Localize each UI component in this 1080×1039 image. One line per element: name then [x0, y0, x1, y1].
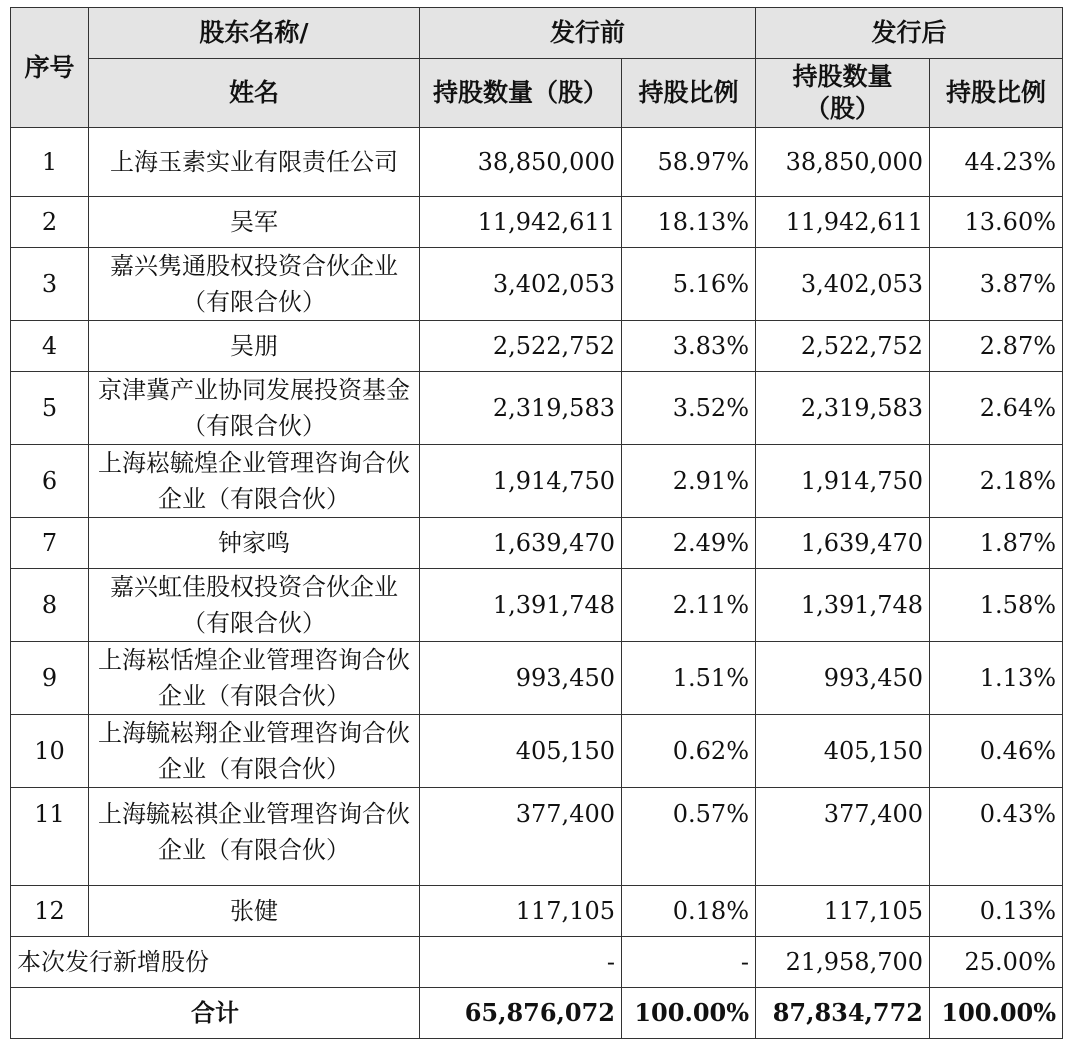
row-number: 4: [11, 321, 89, 372]
after-ratio: 2.18%: [930, 445, 1063, 518]
table-row: [11, 248, 1063, 321]
header-after-shares-qty: 持股数量（股）: [756, 59, 930, 128]
row-number: 12: [11, 886, 89, 937]
shareholder-name: 上海毓崧祺企业管理咨询合伙企业（有限合伙）: [89, 788, 420, 886]
row-number: 3: [11, 248, 89, 321]
after-shares: 38,850,000: [756, 128, 930, 197]
header-shareholder-name-2: 姓名: [89, 59, 420, 128]
shareholder-name: 钟家鸣: [89, 518, 420, 569]
after-ratio: 1.87%: [930, 518, 1063, 569]
total-after-pct: 100.00%: [930, 988, 1063, 1039]
before-shares: 377,400: [420, 788, 622, 886]
table-row: [11, 128, 1063, 197]
header-before-shares-qty: 持股数量（股）: [420, 59, 622, 128]
after-ratio: 2.87%: [930, 321, 1063, 372]
after-ratio: 13.60%: [930, 197, 1063, 248]
new-shares-after-qty: 21,958,700: [756, 937, 930, 988]
new-shares-before-qty: -: [420, 937, 622, 988]
after-shares: 1,391,748: [756, 569, 930, 642]
before-ratio: 3.83%: [622, 321, 756, 372]
header-before-ratio: 持股比例: [622, 59, 756, 128]
row-number: 7: [11, 518, 89, 569]
row-number: 6: [11, 445, 89, 518]
row-number: 1: [11, 128, 89, 197]
total-after-qty: 87,834,772: [756, 988, 930, 1039]
table-row: [11, 372, 1063, 445]
before-ratio: 2.91%: [622, 445, 756, 518]
before-shares: 2,522,752: [420, 321, 622, 372]
after-shares: 3,402,053: [756, 248, 930, 321]
row-number: 10: [11, 715, 89, 788]
after-ratio: 2.64%: [930, 372, 1063, 445]
table-row: [11, 715, 1063, 788]
before-ratio: 0.62%: [622, 715, 756, 788]
header-before-issue: 发行前: [420, 8, 756, 59]
before-ratio: 2.49%: [622, 518, 756, 569]
after-shares: 2,522,752: [756, 321, 930, 372]
before-ratio: 5.16%: [622, 248, 756, 321]
after-ratio: 1.58%: [930, 569, 1063, 642]
shareholder-name: 上海毓崧翔企业管理咨询合伙企业（有限合伙）: [89, 715, 420, 788]
before-shares: 38,850,000: [420, 128, 622, 197]
after-shares: 11,942,611: [756, 197, 930, 248]
table-row: [11, 569, 1063, 642]
table-row: [11, 886, 1063, 937]
header-seq: 序号: [11, 8, 89, 128]
new-shares-before-pct: -: [622, 937, 756, 988]
table-row: [11, 518, 1063, 569]
row-number: 8: [11, 569, 89, 642]
before-shares: 117,105: [420, 886, 622, 937]
row-number: 2: [11, 197, 89, 248]
row-number: 11: [11, 788, 89, 886]
shareholder-name: 京津冀产业协同发展投资基金（有限合伙）: [89, 372, 420, 445]
table-row: [11, 445, 1063, 518]
total-before-qty: 65,876,072: [420, 988, 622, 1039]
after-ratio: 1.13%: [930, 642, 1063, 715]
before-shares: 11,942,611: [420, 197, 622, 248]
total-label: 合计: [11, 988, 420, 1039]
header-after-issue: 发行后: [756, 8, 1063, 59]
new-shares-label: 本次发行新增股份: [11, 937, 420, 988]
after-ratio: 3.87%: [930, 248, 1063, 321]
before-shares: 405,150: [420, 715, 622, 788]
table-row: [11, 642, 1063, 715]
before-ratio: 3.52%: [622, 372, 756, 445]
shareholder-name: 吴朋: [89, 321, 420, 372]
total-before-pct: 100.00%: [622, 988, 756, 1039]
table-row: [11, 321, 1063, 372]
before-ratio: 0.57%: [622, 788, 756, 886]
shareholder-name: 上海崧毓煌企业管理咨询合伙企业（有限合伙）: [89, 445, 420, 518]
before-shares: 1,914,750: [420, 445, 622, 518]
before-ratio: 18.13%: [622, 197, 756, 248]
after-shares: 1,639,470: [756, 518, 930, 569]
shareholder-name: 张健: [89, 886, 420, 937]
before-ratio: 58.97%: [622, 128, 756, 197]
before-shares: 3,402,053: [420, 248, 622, 321]
header-after-ratio: 持股比例: [930, 59, 1063, 128]
shareholder-name: 上海玉素实业有限责任公司: [89, 128, 420, 197]
after-ratio: 0.13%: [930, 886, 1063, 937]
after-ratio: 0.43%: [930, 788, 1063, 886]
after-shares: 1,914,750: [756, 445, 930, 518]
shareholder-name: 吴军: [89, 197, 420, 248]
after-ratio: 44.23%: [930, 128, 1063, 197]
before-ratio: 0.18%: [622, 886, 756, 937]
after-shares: 993,450: [756, 642, 930, 715]
after-shares: 405,150: [756, 715, 930, 788]
row-number: 9: [11, 642, 89, 715]
total-row: [11, 988, 1063, 1039]
shareholder-name: 嘉兴隽通股权投资合伙企业（有限合伙）: [89, 248, 420, 321]
before-shares: 993,450: [420, 642, 622, 715]
row-number: 5: [11, 372, 89, 445]
before-shares: 1,639,470: [420, 518, 622, 569]
before-ratio: 1.51%: [622, 642, 756, 715]
new-shares-after-pct: 25.00%: [930, 937, 1063, 988]
shareholder-name: 嘉兴虹佳股权投资合伙企业（有限合伙）: [89, 569, 420, 642]
after-shares: 377,400: [756, 788, 930, 886]
after-shares: 117,105: [756, 886, 930, 937]
before-ratio: 2.11%: [622, 569, 756, 642]
after-shares: 2,319,583: [756, 372, 930, 445]
before-shares: 1,391,748: [420, 569, 622, 642]
table-row: [11, 197, 1063, 248]
before-shares: 2,319,583: [420, 372, 622, 445]
new-shares-row: [11, 937, 1063, 988]
shareholding-table: [10, 7, 1063, 1039]
shareholder-name: 上海崧恬煌企业管理咨询合伙企业（有限合伙）: [89, 642, 420, 715]
header-shareholder-name: 股东名称/: [89, 8, 420, 59]
after-ratio: 0.46%: [930, 715, 1063, 788]
table-row: [11, 788, 1063, 886]
